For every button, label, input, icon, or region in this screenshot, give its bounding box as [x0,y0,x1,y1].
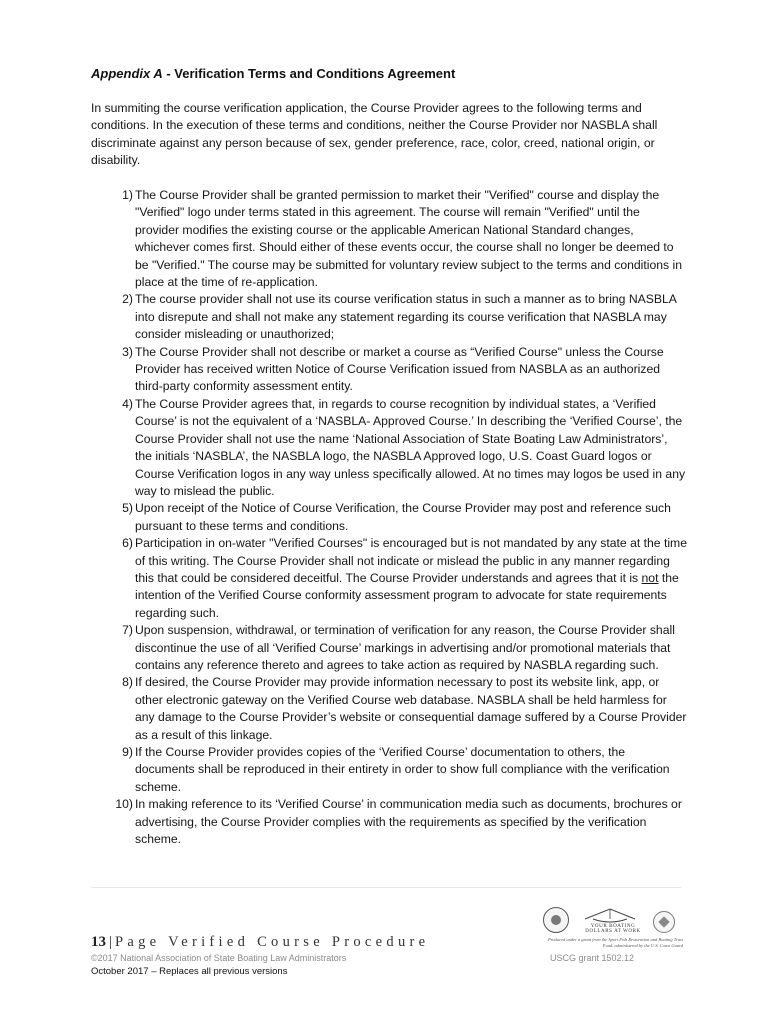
terms-list [91,187,687,848]
list-item [91,535,687,622]
item-number: 2) [122,292,133,307]
item-number: 5) [122,501,133,516]
item-text-after: the intention of the Verified Course conformity assessment program to advocate for state requirements regarding such. [135,570,679,620]
item-text: The Course Provider shall not describe or market a course as “Verified Course" unless the Course Provider has received written Notice of Course Verification issued from NASBLA as an authorized third-party conformity assessment entity. [135,344,664,394]
footer-page-label [91,933,429,951]
page-separator: | [109,934,113,950]
list-item [91,344,687,396]
item-number: 8) [122,675,133,690]
list-item [91,500,687,535]
item-number: 7) [122,623,133,638]
list-item [91,622,687,674]
copyright-text: ©2017 National Association of State Boating Law Administrators [91,953,347,963]
item-text-before: Participation in on-water "Verified Courses" is encouraged but is not mandated by any state at the time of this writing. The Course Provider shall not indicate or mislead the public in any manner regarding this that could be considered deceitful. The Course Provider understands and agrees that it is [135,536,687,585]
list-item [91,187,687,291]
item-number: 1) [122,188,133,202]
page-number: 13 [91,934,106,950]
item-text-underlined: not [641,570,659,585]
item-text: The course provider shall not use its course verification status in such a manner as to bring NASBLA into disrepute and shall not make any statement regarding its course verification that NASBLA may consider misleading or unauthorized; [135,292,677,342]
intro-paragraph: In summiting the course verification application, the Course Provider agrees to the following terms and conditions. In the execution of these terms and conditions, neither the Course Provider nor NASBLA shall discriminate against any person because of sex, gender preference, race, color, creed, national origin, or disability. [91,101,658,168]
item-text: If desired, the Course Provider may provide information necessary to post its website link, app, or other electronic gateway on the Verified Course web database. NASBLA shall be held harmless for any damage to the Course Provider’s website or consequential damage suffered by a Course Provider as a result of this linkage. [135,675,687,742]
logo-caption: Produced under a grant from the Sport Fish Restoration and Boating Trust Fund, administered by the U.S. Coast Guard [547,937,683,948]
list-item [91,291,687,343]
item-number: 9) [122,745,133,759]
footer-divider [91,887,681,888]
grant-text: USCG grant 1502.12 [550,953,635,963]
page-title [91,66,455,81]
item-text: The Course Provider shall be granted permission to market their "Verified" course and display the "Verified" logo under terms stated in this agreement. The course will remain "Verified" until the provider modifies the existing course or the applicable American National Standard changes, whichever comes first. Should either of these events occur, the course shall no longer be deemed to be "Verified." The course may be submitted for voluntary review subject to the terms and conditions in place at the time of re-application. [135,188,682,290]
item-text: In making reference to its ‘Verified Course’ in communication media such as documents, brochures or advertising, the Course Provider complies with the requirements as specified by the verification scheme. [135,797,682,847]
item-number: 10) [115,797,133,812]
page-running-title: Page Verified Course Procedure [115,934,430,950]
item-number: 4) [122,396,133,411]
coast-guard-seal-icon [653,911,675,933]
item-text: Upon suspension, withdrawal, or termination of verification for any reason, the Course Provider shall discontinue the use of all ‘Verified Course’ markings in advertising and/or promotional materials that contains any reference thereto and agrees to take action as required by NASBLA regarding such. [135,623,675,672]
list-item [91,396,687,500]
item-text: If the Course Provider provides copies of the ‘Verified Course’ documentation to others, the documents shall be reproduced in their entirety in order to show full compliance with the verification scheme. [135,745,670,794]
item-text: The Course Provider agrees that, in regards to course recognition by individual states, a ‘Verified Course’ is not the equivalent of a ‘NASBLA- Approved Course.’ In describing the ‘Verified Course’, the Course Provider shall not use the name ‘National Association of State Boating Law Administrators’, the initials ‘NASBLA’, the NASBLA logo, the NASBLA Approved logo, U.S. Coast Guard logos or Course Verification logos in any way unless specifically allowed. At no times may logos be used in any way to mislead the public. [135,396,686,498]
title-appendix: Appendix A [91,66,163,81]
list-item [91,796,687,848]
boat-logo-text: YOUR BOATING DOLLARS AT WORK [585,924,641,934]
item-number: 3) [122,344,133,359]
list-item [91,674,687,744]
item-text: Upon receipt of the Notice of Course Verification, the Course Provider may post and reference such pursuant to these terms and conditions. [135,501,671,533]
dhs-seal-icon [543,907,569,933]
item-number: 6) [122,536,133,551]
edition-text: October 2017 – Replaces all previous versions [91,966,288,977]
footer-logos [543,905,683,950]
item-text [135,536,687,620]
list-item [91,744,687,796]
title-rest: - Verification Terms and Conditions Agreement [162,66,456,81]
